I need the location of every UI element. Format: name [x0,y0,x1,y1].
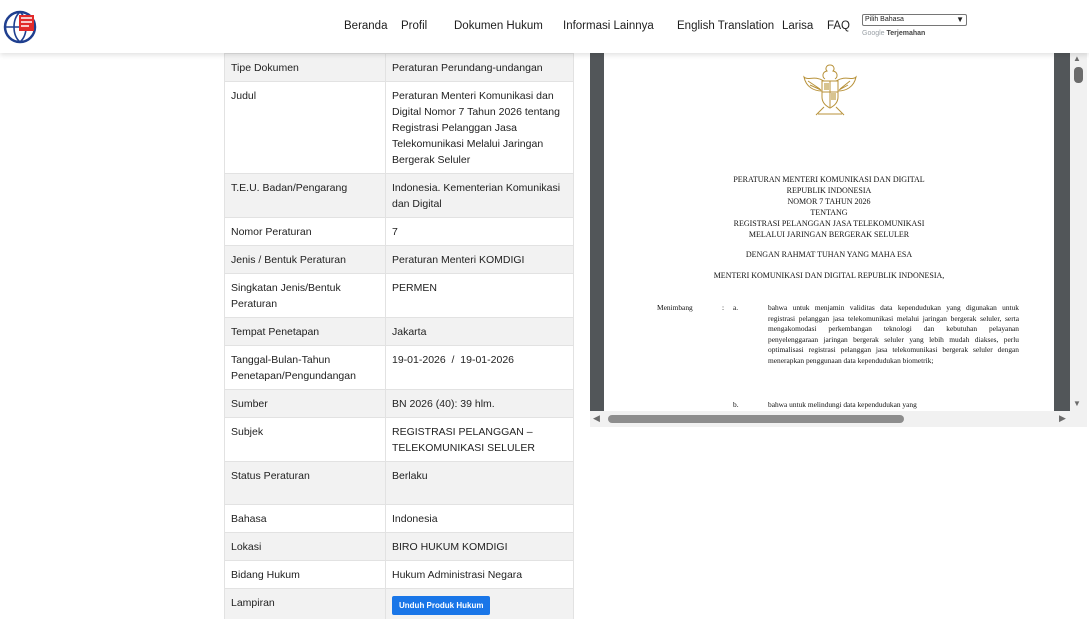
regulation-title-line: TENTANG [810,208,848,217]
chevron-down-icon: ▼ [956,15,964,24]
nav-larisa[interactable]: Larisa [782,20,814,32]
row-value: 7 [386,218,574,246]
row-value: Peraturan Perundang-undangan [386,54,574,82]
row-value: PERMEN [386,274,574,318]
nav-english-translation[interactable]: English Translation [677,20,775,32]
download-button[interactable]: Unduh Produk Hukum [392,596,490,615]
scroll-down-arrow-icon[interactable]: ▼ [1073,399,1081,408]
row-label: Judul [225,82,386,174]
point-b-text: bahwa untuk melindungi data kependudukan yang [768,400,917,409]
row-label: Nomor Peraturan [225,218,386,246]
menimbang-colon: : [722,303,725,312]
table-row [225,390,574,418]
regulation-title-line: REPUBLIK INDONESIA [786,186,872,195]
scroll-left-arrow-icon[interactable]: ◀ [593,413,600,423]
google-translate-credit [862,30,925,37]
language-select[interactable] [862,14,967,26]
row-label: Bidang Hukum [225,561,386,589]
language-select-value: Pilih Bahasa [865,16,904,23]
row-value: REGISTRASI PELANGGAN – TELEKOMUNIKASI SELULER [386,418,574,462]
pdf-page [604,53,1054,411]
row-value: BIRO HUKUM KOMDIGI [386,533,574,561]
scroll-right-arrow-icon[interactable]: ▶ [1059,413,1066,423]
menimbang-label: Menimbang [657,303,693,312]
row-value: BN 2026 (40): 39 hlm. [386,390,574,418]
horizontal-scrollbar[interactable] [590,411,1087,427]
garuda-emblem-icon [800,59,860,119]
nav-dokumen-hukum[interactable]: Dokumen Hukum [454,20,543,32]
table-row [225,418,574,462]
horizontal-scroll-thumb[interactable] [608,415,904,423]
row-label: Lampiran [225,589,386,619]
document-metadata-table [224,53,574,619]
row-value: Berlaku [386,462,574,505]
regulation-title-line: PERATURAN MENTERI KOMUNIKASI DAN DIGITAL [733,175,925,184]
table-row [225,54,574,82]
table-row [225,246,574,274]
google-label: Google [862,30,885,37]
minister-line: MENTERI KOMUNIKASI DAN DIGITAL REPUBLIK INDONESIA, [713,271,945,280]
row-value [386,589,574,619]
row-value: Peraturan Menteri KOMDIGI [386,246,574,274]
row-label: Bahasa [225,505,386,533]
row-label: Tempat Penetapan [225,318,386,346]
vertical-scrollbar[interactable] [1070,53,1087,411]
vertical-scroll-thumb[interactable] [1074,67,1083,83]
top-navbar [0,0,1089,53]
row-label: Tipe Dokumen [225,54,386,82]
row-label: Lokasi [225,533,386,561]
row-value: Indonesia. Kementerian Komunikasi dan Digital [386,174,574,218]
table-row [225,82,574,174]
table-row [225,346,574,390]
row-value: Peraturan Menteri Komunikasi dan Digital Nomor 7 Tahun 2026 tentang Registrasi Pelanggan Jasa Telekomunikasi Melalui Jaringan Bergerak Seluler [386,82,574,174]
table-row [225,274,574,318]
table-row [225,462,574,505]
table-row [225,505,574,533]
nav-faq[interactable]: FAQ [827,20,851,32]
table-row [225,174,574,218]
ministry-logo[interactable] [2,9,38,45]
row-label: Tanggal-Bulan-Tahun Penetapan/Pengundangan [225,346,386,390]
row-label: Status Peraturan [225,462,386,505]
nav-informasi-lainnya[interactable]: Informasi Lainnya [563,20,654,32]
pdf-viewer[interactable] [590,53,1087,427]
nav-profil[interactable]: Profil [401,20,428,32]
table-row [225,218,574,246]
point-b-marker: b. [733,400,739,409]
regulation-title-line: NOMOR 7 TAHUN 2026 [787,197,871,206]
regulation-title-line: MELALUI JARINGAN BERGERAK SELULER [748,230,910,239]
table-row [225,561,574,589]
translate-label: Terjemahan [886,30,926,37]
table-row [225,533,574,561]
row-value: 19-01-2026 / 19-01-2026 [386,346,574,390]
scroll-up-arrow-icon[interactable]: ▲ [1073,54,1081,63]
nav-beranda[interactable]: Beranda [344,20,388,32]
row-label: Sumber [225,390,386,418]
table-row [225,589,574,619]
point-a-marker: a. [733,303,739,312]
row-label: Singkatan Jenis/Bentuk Peraturan [225,274,386,318]
table-row [225,318,574,346]
row-value: Indonesia [386,505,574,533]
blessing-line: DENGAN RAHMAT TUHAN YANG MAHA ESA [745,250,913,259]
row-value: Jakarta [386,318,574,346]
point-a-text: bahwa untuk menjamin validitas data kependudukan yang digunakan untuk registrasi pelanggan jasa telekomunikasi melalui jaringan bergerak seluler, serta mengakomodasi perkembangan teknologi dan kebutuhan pelayanan penyelenggaraan jaringan bergerak seluler yang lebih mudah diakses, perlu optimalisasi registrasi pelanggan jasa telekomunikasi bergerak seluler dengan menerapkan penggunaan data kependudukan biometrik; [768,303,1019,365]
regulation-title-line: REGISTRASI PELANGGAN JASA TELEKOMUNIKASI [733,219,925,228]
row-label: Subjek [225,418,386,462]
row-value: Hukum Administrasi Negara [386,561,574,589]
row-label: T.E.U. Badan/Pengarang [225,174,386,218]
row-label: Jenis / Bentuk Peraturan [225,246,386,274]
